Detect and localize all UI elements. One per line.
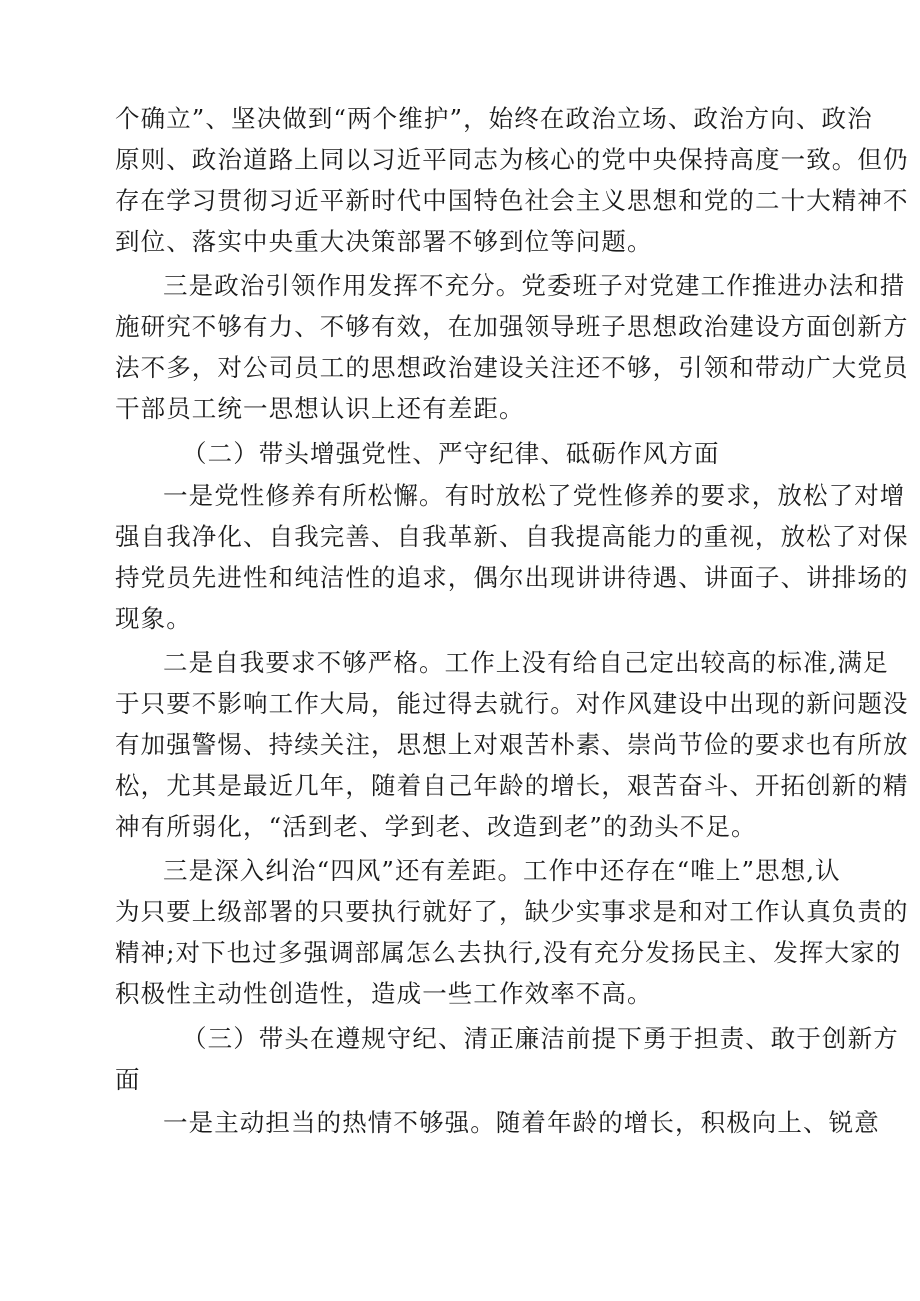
body-line: 神有所弱化，“活到老、学到老、改造到老”的劲头不足。 <box>115 812 757 841</box>
body-line: 个确立”、坚决做到“两个维护”，始终在政治立场、政治方向、政治 <box>115 104 873 133</box>
body-line: 精神;对下也过多强调部属怎么去执行,没有充分发扬民主、发挥大家的 <box>115 938 902 967</box>
paragraph-first-line: 一是主动担当的热情不够强。随着年龄的增长，积极向上、锐意 <box>163 1108 880 1137</box>
paragraph-first-line: 三是政治引领作用发挥不充分。党委班子对党建工作推进办法和措 <box>163 271 906 300</box>
body-line: 法不多，对公司员工的思想政治建设关注还不够，引领和带动广大党员 <box>115 353 909 382</box>
body-line: 到位、落实中央重大决策部署不够到位等问题。 <box>115 227 653 256</box>
section-heading-continuation: 面 <box>115 1065 141 1094</box>
section-heading: （三）带头在遵规守纪、清正廉洁前提下勇于担责、敢于创新方 <box>182 1024 899 1053</box>
body-line: 有加强警惕、持续关注，思想上对艰苦朴素、崇尚节俭的要求也有所放 <box>115 730 909 759</box>
body-line: 干部员工统一思想认识上还有差距。 <box>115 394 525 423</box>
body-line: 强自我净化、自我完善、自我革新、自我提高能力的重视，放松了对保 <box>115 522 909 551</box>
body-line: 松，尤其是最近几年，随着自己年龄的增长，艰苦奋斗、开拓创新的精 <box>115 771 909 800</box>
body-line: 施研究不够有力、不够有效，在加强领导班子思想政治建设方面创新方 <box>115 312 909 341</box>
body-line: 于只要不影响工作大局，能过得去就行。对作风建设中出现的新问题没 <box>115 689 909 718</box>
body-line: 持党员先进性和纯洁性的追求，偶尔出现讲讲待遇、讲面子、讲排场的 <box>115 563 909 592</box>
body-line: 积极性主动性创造性，造成一些工作效率不高。 <box>115 979 653 1008</box>
body-line: 为只要上级部署的只要执行就好了，缺少实事求是和对工作认真负责的 <box>115 897 909 926</box>
body-line: 存在学习贯彻习近平新时代中国特色社会主义思想和党的二十大精神不 <box>115 186 909 215</box>
paragraph-first-line: 三是深入纠治“四风”还有差距。工作中还存在“唯上”思想,认 <box>163 856 841 885</box>
body-line: 原则、政治道路上同以习近平同志为核心的党中央保持高度一致。但仍 <box>115 145 909 174</box>
section-heading: （二）带头增强党性、严守纪律、砥砺作风方面 <box>182 439 720 468</box>
paragraph-first-line: 二是自我要求不够严格。工作上没有给自己定出较高的标准,满足 <box>163 648 889 677</box>
body-line: 现象。 <box>115 604 192 633</box>
paragraph-first-line: 一是党性修养有所松懈。有时放松了党性修养的要求，放松了对增 <box>163 481 906 510</box>
